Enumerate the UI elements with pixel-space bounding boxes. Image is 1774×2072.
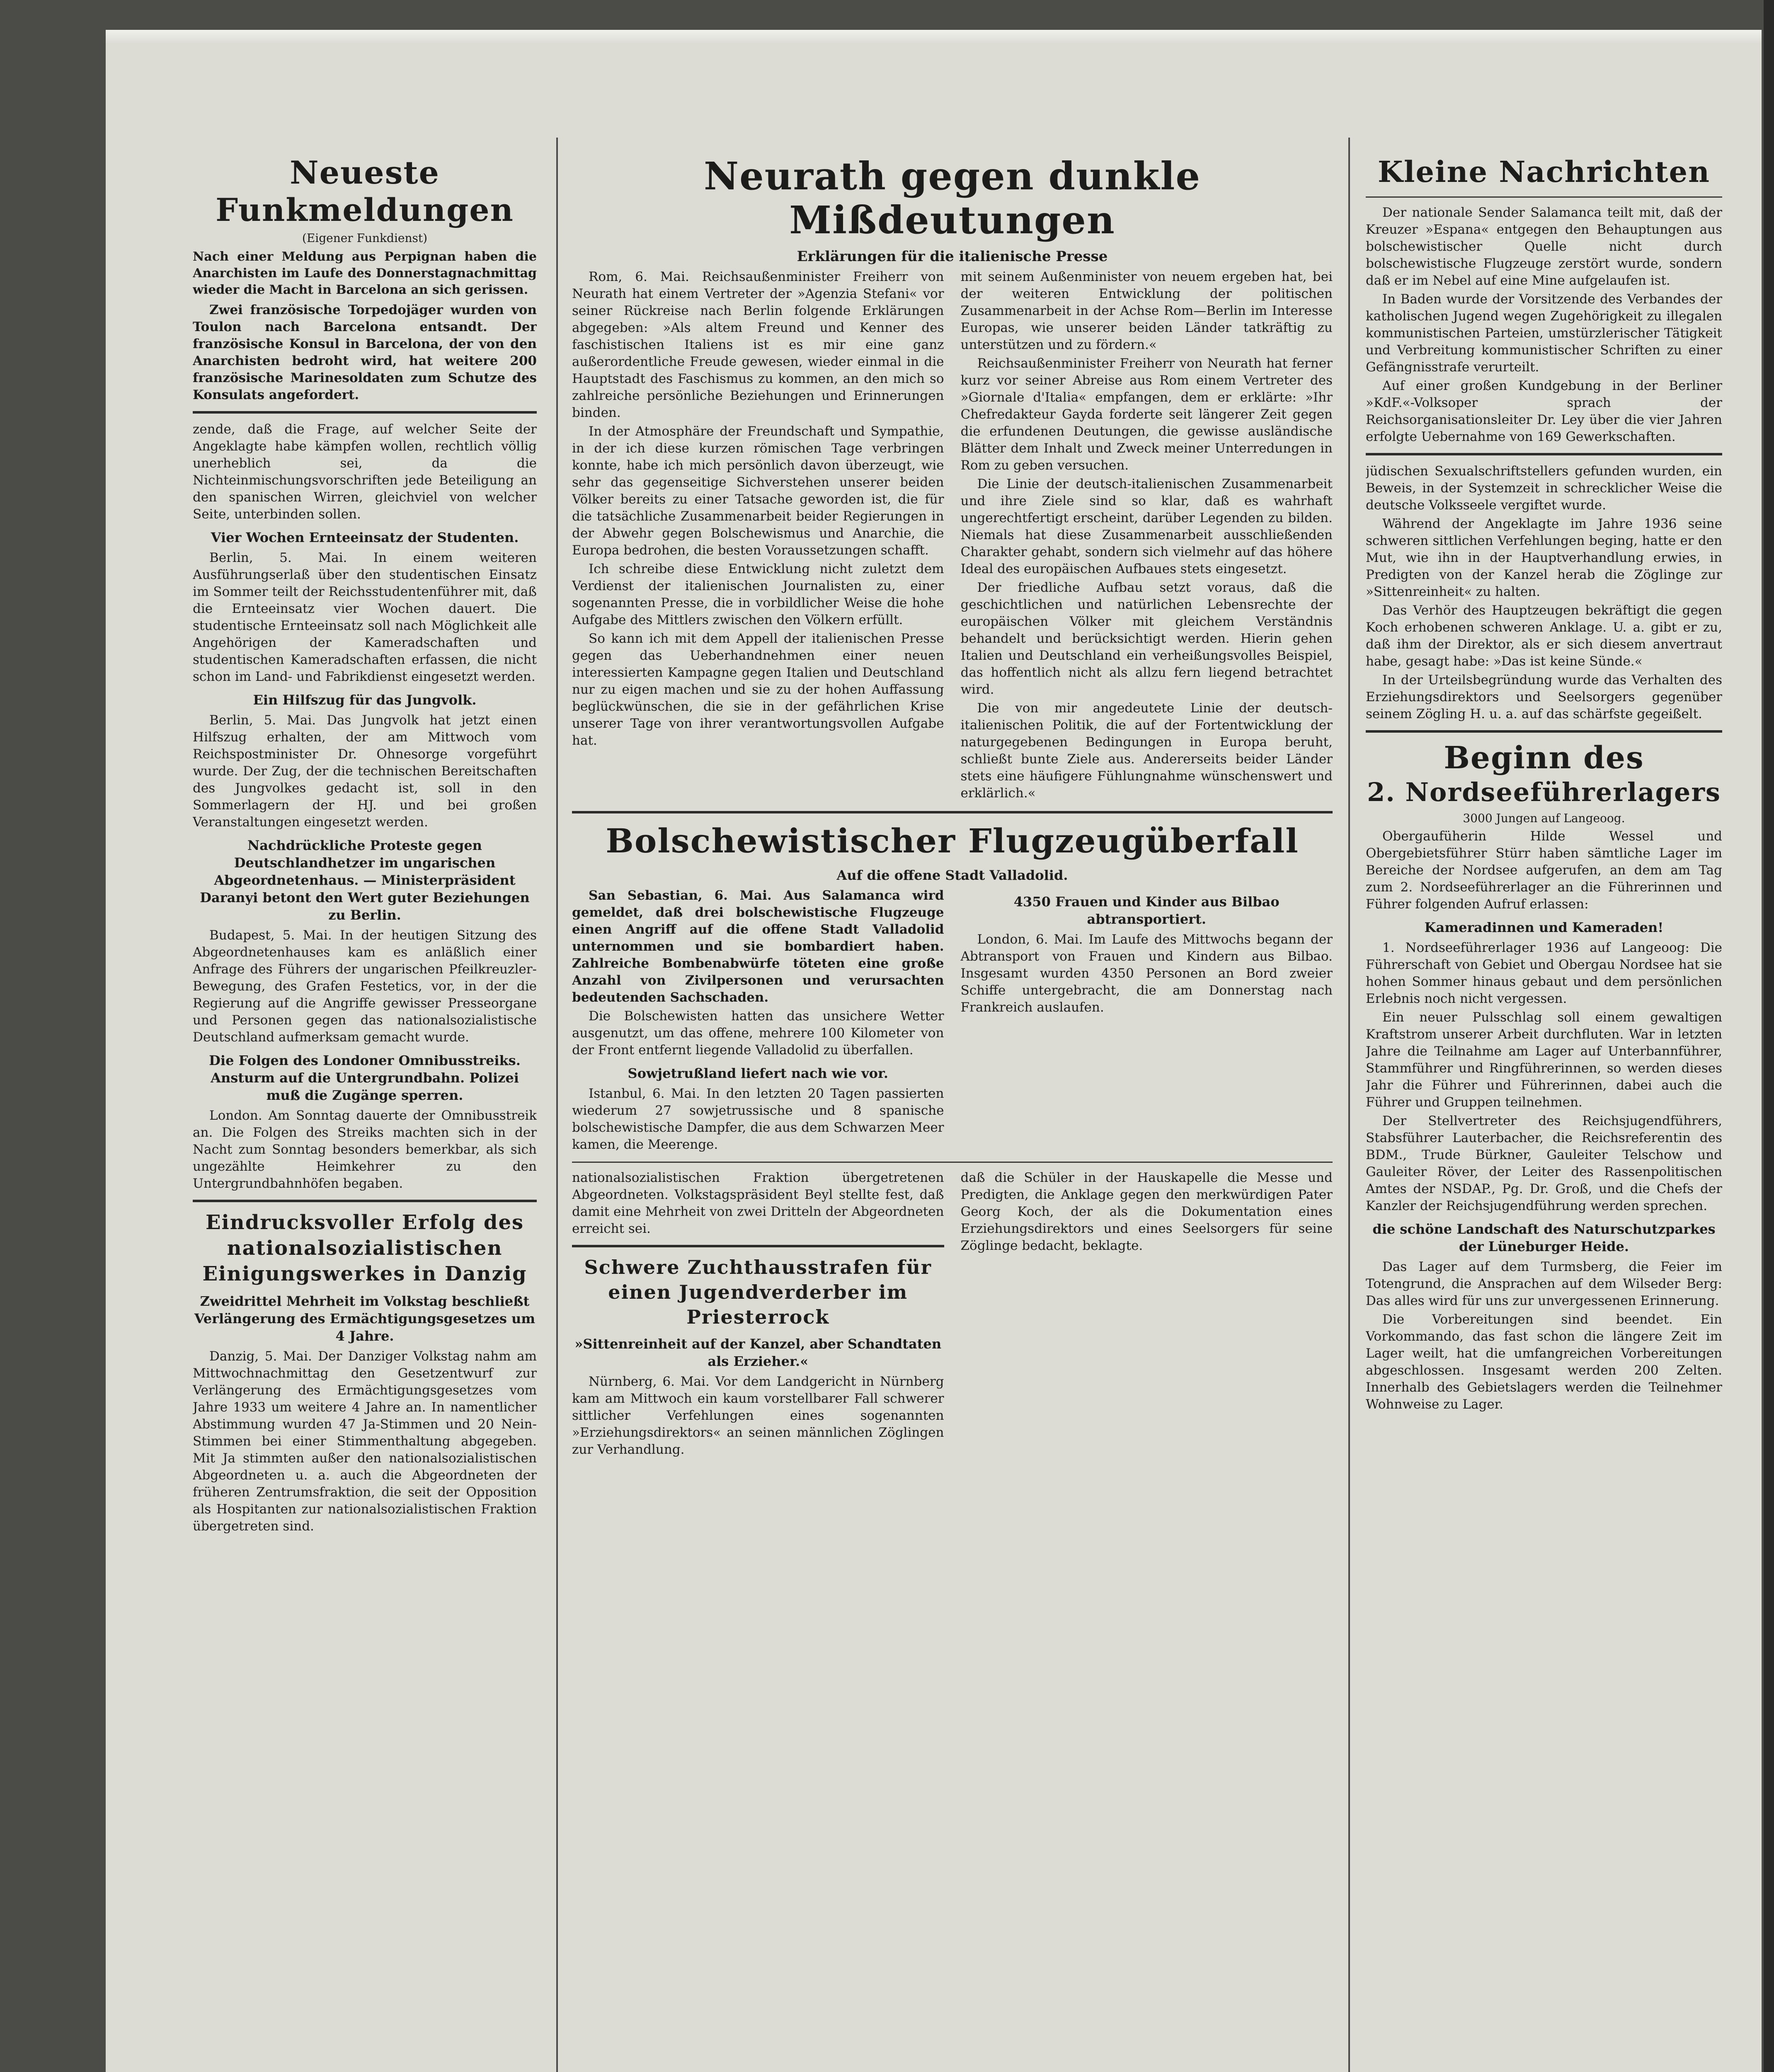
subheading: 4350 Frauen und Kinder aus Bilbao abtransportiert. xyxy=(1013,894,1280,927)
section-divider xyxy=(193,411,537,414)
neurath-article xyxy=(572,269,1333,804)
article-paragraph: Die von mir angedeutete Linie der deutsch-italienischen Politik, die auf der Fortentwicklung der naturgegebenen Bedingungen in Europa beruht, schließt bunte Ziele aus. Andererseits beider Länder stets eine häufigere Fühlungnahme wünschenswert und erklärlich.« xyxy=(960,701,1333,801)
column-rule-right xyxy=(1348,138,1350,2072)
section-divider xyxy=(572,811,1333,813)
headline-zuchthausstrafen-sub: »Sittenreinheit auf der Kanzel, aber Schandtaten als Erzieher.« xyxy=(574,1336,942,1369)
valladolid-article xyxy=(572,887,1333,1155)
article-paragraph: London. Am Sonntag dauerte der Omnibusstreik an. Die Folgen des Streiks machten sich in der Nacht zum Sonntag besonders bemerkbar, als sich ungezählte Heimkehrer zu den Untergrundbahnhöfen begaben. xyxy=(193,1108,537,1191)
subheading: Vier Wochen Ernteeinsatz der Studenten. xyxy=(211,530,519,545)
article-paragraph: Zwei französische Torpedojäger wurden von Toulon nach Barcelona entsandt. Der französische Konsul in Barcelona, der von den Anarchisten bedroht wird, hat weitere 200 französische Marinesoldaten zum Schutze des Konsulats angefordert. xyxy=(193,303,537,402)
headline-neurath: Neurath gegen dunkle Mißdeutungen xyxy=(704,154,1201,242)
article-paragraph: Der Stellvertreter des Reichsjugendführers, Stabsführer Lauterbacher, die Reichsreferentin des BDM., Trude Bürkner, Gauleiter Telschow und Gauleiter Röver, der Leiter des Rassenpolitischen Amtes der NSDAP., Pg. Dr. Groß, und die Chefs der Kanzler der Reichsjugendführung werden sprechen. xyxy=(1366,1113,1722,1213)
article-paragraph: daß die Schüler in der Hauskapelle die Messe und Predigten, die Anklage gegen den merkwürdigen Pater Georg Koch, der als die Dokumentation eines Erziehungsdirektors und eines Seelsorgers für seine Zöglinge bedacht, beklagte. xyxy=(960,1170,1333,1253)
article-paragraph: Das Verhör des Hauptzeugen bekräftigt die gegen Koch erhobenen schweren Anklage. U. a. gibt er zu, daß ihm der Direktor, als er sich diesem anvertraut habe, gesagt habe: »Das ist keine Sünde.« xyxy=(1366,603,1722,669)
article-paragraph: zende, daß die Frage, auf welcher Seite der Angeklagte habe kämpfen wollen, rechtlich völlig unerheblich sei, da die Nichteinmischungsvorschriften jede Beteiligung an den spanischen Wirren, gleichviel von welcher Seite, unterbinden sollen. xyxy=(193,422,537,522)
section-divider xyxy=(1366,453,1722,455)
section-divider xyxy=(572,1162,1333,1163)
neurath-col-a xyxy=(572,269,944,804)
neurath-col-b xyxy=(961,269,1333,804)
newspaper-page xyxy=(106,30,1762,2072)
paper-top-edge xyxy=(106,30,1762,44)
article-paragraph: Rom, 6. Mai. Reichsaußenminister Freiherr von Neurath hat einem Vertreter der »Agenzia Stefani« vor seiner Rückreise nach Berlin folgende Erklärungen abgegeben: »Als altem Freund und Kenner des faschistischen Italiens ist es mir eine ganz außerordentliche Freude gewesen, wieder einmal in die Hauptstadt des Faschismus zu kommen, an den mich so zahlreiche persönliche Beziehungen und Erinnerungen binden. xyxy=(572,269,944,420)
article-paragraph: 1. Nordseeführerlager 1936 auf Langeoog: Die Führerschaft von Gebiet und Obergau Nordsee hat sie hohen Sommer hinaus gebaut und dem persönlichen Erlebnis noch nicht vergessen. xyxy=(1366,940,1722,1006)
valladolid-col-a xyxy=(572,887,944,1155)
section-divider xyxy=(1366,730,1722,733)
article-paragraph: Istanbul, 6. Mai. In den letzten 20 Tagen passierten wiederum 27 sowjetrussische und 8 spanische bolschewistische Dampfer, die aus dem Schwarzen Meer kamen, die Meerenge. xyxy=(572,1086,944,1152)
article-paragraph: Nürnberg, 6. Mai. Vor dem Landgericht in Nürnberg kam am Mittwoch ein kaum vorstellbarer Fall schwerer sittlicher Verfehlungen eines sogenannten »Erziehungsdirektors« an seinen männlichen Zöglingen zur Verhandlung. xyxy=(572,1374,944,1457)
headline-funkmeldungen-sub: (Eigener Funkdienst) xyxy=(302,231,428,245)
article-paragraph: Berlin, 5. Mai. In einem weiteren Ausführungserlaß über den studentischen Einsatz im Sommer teilt der Reichsstudentenführer mit, daß die Ernteeinsatz vier Wochen dauert. Die studentische Ernteeinsatz soll nach Möglichkeit alle Angehörigen der Kameradschaften und studentischen Kameradschaften erfassen, die nicht schon im Land- und Fabrikdienst eingesetzt werden. xyxy=(193,550,537,684)
article-paragraph: Die Vorbereitungen sind beendet. Ein Vorkommando, das fast schon die längere Zeit im Lager weilt, hat die umfangreichen Vorbereitungen abgeschlossen. Insgesamt werden 200 Zelten. Innerhalb des Gebietslagers werden die Teilnehmer Wohnweise zu Lager. xyxy=(1366,1312,1722,1412)
headline-neurath-sub: Erklärungen für die italienische Presse xyxy=(797,248,1108,265)
subheading: die schöne Landschaft des Naturschutzparkes der Lüneburger Heide. xyxy=(1372,1221,1716,1254)
article-paragraph: Budapest, 5. Mai. In der heutigen Sitzung des Abgeordnetenhauses kam es anläßlich einer Anfrage des Führers der ungarischen Pfeilkreuzler-Bewegung, des Grafen Festetics, vor, in der die Regierung auf die Angriffe gewisser Presseorgane und Personen gegen das nationalsozialistische Deutschland aufmerksam gemacht wurde. xyxy=(193,928,537,1045)
article-paragraph: jüdischen Sexualschriftstellers gefunden wurden, ein Beweis, in der Systemzeit in schrecklicher Weise die deutsche Volksseele vergiftet wurde. xyxy=(1366,464,1722,513)
article-paragraph: In der Atmosphäre der Freundschaft und Sympathie, in der ich diese kurzen römischen Tage verbringen konnte, habe ich mich persönlich davon überzeugt, wie sehr das gegenseitige Sichverstehen unserer beiden Völker bereits zu einer Tatsache geworden ist, die für die tatsächliche Zusammenarbeit beider Regierungen in der Abwehr gegen Bolschewismus und Anarchie, die Europa bedrohen, die besten Voraussetzungen schafft. xyxy=(572,424,944,558)
lead-paragraph: Nach einer Meldung aus Perpignan haben die Anarchisten im Laufe des Donnerstagnachmittag wieder die Macht in Barcelona an sich gerissen. xyxy=(193,249,537,297)
headline-flugzeugueberfall: Bolschewistischer Flugzeugüberfall xyxy=(606,821,1299,860)
scan-border-right xyxy=(1764,0,1774,2072)
article-paragraph: Die Linie der deutsch-italienischen Zusammenarbeit und ihre Ziele sind so klar, daß es wahrhaft ungerechtfertigt erscheint, darüber Legenden zu bilden. Niemals hat diese Zusammenarbeit ausschließenden Charakter gehabt, sondern sich vielmehr auf das höhere Ideal des europäischen Aufbaues stets eingesetzt. xyxy=(960,477,1333,576)
article-paragraph: mit seinem Außenminister von neuem ergeben hat, bei der weiteren Entwicklung der politischen Zusammenarbeit in der Achse Rom—Berlin im Interesse Europas, wie unserer beiden Länder tatkräftig zu unterstützen und zu fördern.« xyxy=(960,269,1333,352)
article-paragraph: Während der Angeklagte im Jahre 1936 seine schweren sittlichen Verfehlungen beging, hatte er den Mut, wie ihn in der Hauptverhandlung erwies, in Predigten von der Kanzel herab die Zöglinge zur »Sittenreinheit« zu halten. xyxy=(1366,516,1722,599)
subheading: Sowjetrußland liefert nach wie vor. xyxy=(628,1065,888,1081)
article-paragraph: So kann ich mit dem Appell der italienischen Presse gegen das Ueberhandnehmen einer neuen interessierten Kampagne gegen Italien und Deutschland nur zu eigen machen und sie zu der hohen Auffassung beglückwünschen, die sie in der gefährlichen Krise unserer Tage von ihrer verantwortungsvollen Aufgabe hat. xyxy=(572,631,944,748)
subheading: Ein Hilfszug für das Jungvolk. xyxy=(253,692,477,708)
article-paragraph: In der Urteilsbegründung wurde das Verhalten des Erziehungsdirektors und Seelsorgers gegenüber seinem Zögling H. u. a. auf das schärfste gegeißelt. xyxy=(1366,673,1722,721)
headline-danzig: Eindrucksvoller Erfolg des nationalsozialistischen Einigungswerkes in Danzig xyxy=(202,1211,527,1285)
article-paragraph: London, 6. Mai. Im Laufe des Mittwochs begann der Abtransport von Frauen und Kindern aus Bilbao. Insgesamt wurden 4350 Personen an Bord zweier Schiffe untergebracht, die am Donnerstag nach Frankreich auslaufen. xyxy=(960,932,1333,1015)
article-paragraph: Danzig, 5. Mai. Der Danziger Volkstag nahm am Mittwochnachmittag den Gesetzentwurf zur Verlängerung des Ermächtigungsgesetzes vom Jahre 1933 um weitere 4 Jahre an. In namentlicher Abstimmung wurden 47 Ja-Stimmen und 20 Nein-Stimmen bei einer Stimmenthaltung abgegeben. Mit Ja stimmten außer den nationalsozialistischen Abgeordneten u. a. auch die Abgeordneten der früheren Zentrumsfraktion, die seit der Opposition als Hospitanten zur nationalsozialistischen Fraktion übergetreten sind. xyxy=(193,1349,537,1534)
section-divider xyxy=(572,1245,944,1247)
article-paragraph: In Baden wurde der Vorsitzende des Verbandes der katholischen Jugend wegen Zugehörigkeit zu illegalen kommunistischen Parteien, umstürzlerischer Tätigkeit und Verbreitung kommunistischer Schriften zu einer Gefängnisstrafe verurteilt. xyxy=(1366,292,1722,375)
headline-flugzeugueberfall-sub: Auf die offene Stadt Valladolid. xyxy=(836,867,1068,883)
article-paragraph: Auf einer großen Kundgebung in der Berliner »KdF.«-Volksoper sprach der Reichsorganisationsleiter Dr. Ley über die vier Jahren erfolgte Uebernahme von 169 Gewerkschaften. xyxy=(1366,378,1722,444)
column-rule-left xyxy=(556,138,558,2072)
lower-center xyxy=(572,1169,1333,1460)
subheading: Die Folgen des Londoner Omnibusstreiks. Ansturm auf die Untergrundbahn. Polizei muß die Zugänge sperren. xyxy=(209,1053,521,1103)
headline-zuchthausstrafen: Schwere Zuchthausstrafen für einen Jugendverderber im Priesterrock xyxy=(584,1256,932,1328)
article-paragraph: Ich schreibe diese Entwicklung nicht zuletzt dem Verdienst der italienischen Journalisten zu, einer sogenannten Presse, die in vorbildlicher Weise die hohe Aufgabe des Mittlers zwischen den Völkern erfüllt. xyxy=(572,562,944,627)
headline-beginn-des: Beginn des xyxy=(1444,740,1644,776)
subheading: Nachdrückliche Proteste gegen Deutschlandhetzer im ungarischen Abgeordnetenhaus. — Ministerpräsident Daranyi betont den Wert guter Beziehungen zu Berlin. xyxy=(200,838,530,923)
article-paragraph: Berlin, 5. Mai. Das Jungvolk hat jetzt einen Hilfszug erhalten, der am Mittwoch vom Reichspostminister Dr. Ohnesorge vorgeführt wurde. Der Zug, der die technischen Bereitschaften des Jungvolkes gedacht ist, soll in den Sommerlagern der HJ. und bei großen Veranstaltungen eingesetzt werden. xyxy=(193,713,537,830)
article-paragraph: Reichsaußenminister Freiherr von Neurath hat ferner kurz vor seiner Abreise aus Rom einem Vertreter des »Giornale d'Italia« empfangen, dem er erklärte: »Ihr Chefredakteur Gayda forderte seit längerer Zeit gegen die erfundenen Deutungen, die gewisse ausländische Blätter dem Inhalt und Zweck meiner Unterredungen in Rom zu geben versuchen. xyxy=(960,356,1333,473)
headline-kleine-nachrichten: Kleine Nachrichten xyxy=(1378,155,1710,189)
article-paragraph: Das Lager auf dem Turmsberg, die Feier im Totengrund, die Ansprachen auf dem Wilseder Berg: Das alles wird für uns zur unvergessenen Erinnerung. xyxy=(1366,1259,1722,1308)
headline-nordsee-sub: 3000 Jungen auf Langeoog. xyxy=(1463,811,1625,825)
left-column xyxy=(193,154,537,2072)
article-paragraph: Der nationale Sender Salamanca teilt mit, daß der Kreuzer »Espana« entgegen den Behauptungen aus bolschewistischer Quelle nicht durch bolschewistische Flugzeuge zerstört wurde, sondern daß er im Nebel auf eine Mine aufgelaufen ist. xyxy=(1366,205,1722,288)
lower-center-col-a xyxy=(572,1169,944,1460)
subheading: Kameradinnen und Kameraden! xyxy=(1424,920,1664,935)
article-paragraph: Ein neuer Pulsschlag soll einem gewaltigen Kraftstrom unserer Arbeit durchfluten. War in letzten Jahre die Teilnahme am Lager auf Unterbannführer, Stammführer und Ringführerinnen, so werden dieses Jahr die Führer und Führerinnen, dabei auch die Führer und Gruppen teilnehmen. xyxy=(1366,1010,1722,1110)
article-paragraph: Obergaufüherin Hilde Wessel und Obergebietsführer Stürr haben sämtliche Lager im Bereiche der Nordsee aufgerufen, an dem am Tag zum 2. Nordseeführerlager an die Führerinnen und Führer folgenden Aufruf erlassen: xyxy=(1366,829,1722,912)
right-column xyxy=(1366,154,1722,2072)
section-divider xyxy=(1366,196,1722,198)
center-column xyxy=(572,154,1333,2072)
valladolid-col-b xyxy=(961,887,1333,1155)
article-paragraph: Die Bolschewisten hatten das unsichere Wetter ausgenutzt, um das offene, mehrere 100 Kilometer von der Front entfernt liegende Valladolid zu überfallen. xyxy=(572,1009,944,1058)
headline-funkmeldungen: Neueste Funkmeldungen xyxy=(216,154,514,228)
lower-center-col-b xyxy=(961,1169,1333,1460)
subheading: Zweidrittel Mehrheit im Volkstag beschließt Verlängerung des Ermächtigungsgesetzes um 4 Jahre. xyxy=(194,1293,536,1344)
article-paragraph: Der friedliche Aufbau setzt voraus, daß die geschichtlichen und natürlichen Lebensrechte der europäischen Völker mit gleichem Verständnis behandelt und berücksichtigt werden. Hierin gehen Italien und Deutschland ein verheißungsvolles Beispiel, das hoffentlich nicht als allzu fern liegend betrachtet wird. xyxy=(960,580,1333,697)
section-divider xyxy=(193,1200,537,1202)
headline-nordseefuehrerlager: 2. Nordseeführerlagers xyxy=(1367,777,1721,807)
article-paragraph: nationalsozialistischen Fraktion übergetretenen Abgeordneten. Volkstagspräsident Beyl stellte fest, daß damit eine Mehrheit von zwei Dritteln der Abgeordneten erreicht sei. xyxy=(572,1170,944,1236)
article-paragraph: San Sebastian, 6. Mai. Aus Salamanca wird gemeldet, daß drei bolschewistische Flugzeuge einen Angriff auf die offene Stadt Valladolid unternommen und sie bombardiert haben. Zahlreiche Bombenabwürfe töteten eine große Anzahl von Zivilpersonen und verursachten bedeutenden Sachschaden. xyxy=(572,888,944,1005)
